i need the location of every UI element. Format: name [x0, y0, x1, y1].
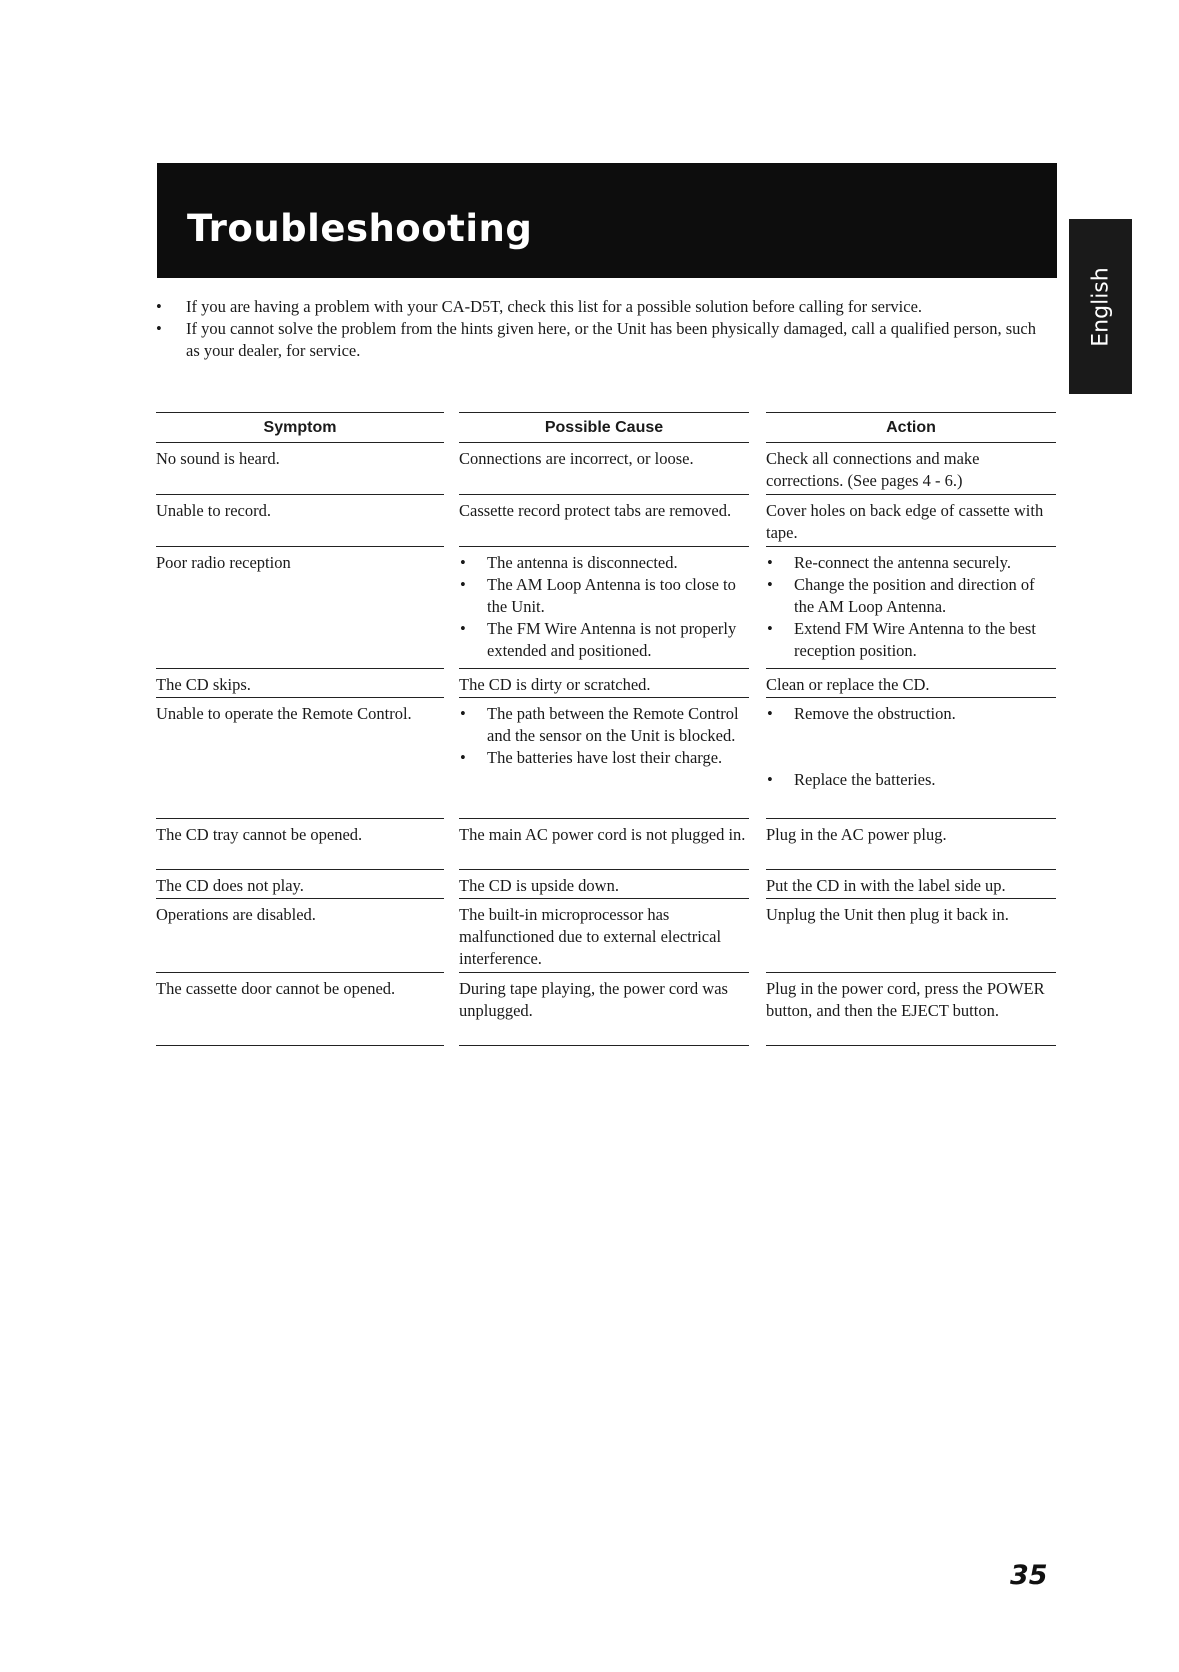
cause-cell: [459, 973, 749, 1046]
cause-cell: [459, 443, 749, 495]
action-cell: [766, 669, 1056, 698]
symptom-text: Unable to operate the Remote Control.: [156, 704, 412, 723]
action-text: Put the CD in with the label side up.: [766, 876, 1006, 895]
action-header: Action: [766, 412, 1056, 443]
action-bullet: • Re-connect the antenna securely.: [766, 552, 1056, 574]
symptom-cell: [156, 547, 444, 669]
cause-cell: [459, 819, 749, 870]
symptom-text: The cassette door cannot be opened.: [156, 979, 396, 998]
cause-text: Cassette record protect tabs are removed.: [459, 501, 732, 520]
action-cell: [766, 870, 1056, 899]
action-cell: [766, 495, 1056, 547]
action-text: Cover holes on back edge of cassette with tape.: [766, 501, 1044, 542]
cause-cell: [459, 495, 749, 547]
symptom-text: The CD tray cannot be opened.: [156, 825, 363, 844]
action-text: Plug in the AC power plug.: [766, 825, 947, 844]
page-title: Troubleshooting: [187, 207, 533, 250]
symptom-cell: [156, 973, 444, 1046]
cause-cell: [459, 899, 749, 973]
cause-text: The CD is upside down.: [459, 876, 619, 895]
symptom-cell: [156, 669, 444, 698]
cause-bullet: • The AM Loop Antenna is too close to the Unit.: [459, 574, 749, 618]
cause-text: The CD is dirty or scratched.: [459, 675, 651, 694]
page-number: 35: [1010, 1560, 1048, 1591]
symptom-text: The CD does not play.: [156, 876, 304, 895]
intro-item: • If you cannot solve the problem from the hints given here, or the Unit has been physically damaged, call a qualified person, such as your dealer, for service.: [156, 318, 1036, 362]
title-banner: [157, 163, 1057, 278]
cause-header: Possible Cause: [459, 412, 749, 443]
action-cell: [766, 899, 1056, 973]
symptom-cell: [156, 495, 444, 547]
symptom-column: [156, 412, 444, 1046]
action-cell: [766, 698, 1056, 819]
symptom-cell: [156, 870, 444, 899]
symptom-text: No sound is heard.: [156, 449, 280, 468]
cause-bullet: • The FM Wire Antenna is not properly extended and positioned.: [459, 618, 749, 662]
symptom-text: Operations are disabled.: [156, 905, 316, 924]
action-cell: [766, 547, 1056, 669]
symptom-cell: [156, 698, 444, 819]
action-column: [766, 412, 1056, 1046]
symptom-cell: [156, 899, 444, 973]
action-bullet: • Remove the obstruction.: [766, 703, 1056, 725]
action-cell: [766, 973, 1056, 1046]
action-text: Check all connections and make corrections. (See pages 4 - 6.): [766, 449, 980, 490]
cause-bullet: • The path between the Remote Control and the sensor on the Unit is blocked.: [459, 703, 749, 747]
cause-text: The main AC power cord is not plugged in.: [459, 825, 746, 844]
symptom-text: The CD skips.: [156, 675, 251, 694]
intro-list: [156, 296, 1036, 362]
symptom-text: Poor radio reception: [156, 553, 291, 572]
action-cell: [766, 819, 1056, 870]
language-tab-label: English: [1088, 266, 1113, 347]
intro-item: • If you are having a problem with your CA-D5T, check this list for a possible solution before calling for service.: [156, 296, 1036, 318]
cause-text: The built-in microprocessor has malfunctioned due to external electrical interference.: [459, 905, 722, 968]
symptom-header: Symptom: [156, 412, 444, 443]
cause-cell: [459, 547, 749, 669]
action-cell: [766, 443, 1056, 495]
language-tab: [1069, 219, 1132, 394]
cause-cell: [459, 870, 749, 899]
cause-cell: [459, 698, 749, 819]
action-text: Unplug the Unit then plug it back in.: [766, 905, 1009, 924]
cause-text: Connections are incorrect, or loose.: [459, 449, 694, 468]
cause-text: During tape playing, the power cord was unplugged.: [459, 979, 728, 1020]
action-bullet: • Change the position and direction of the AM Loop Antenna.: [766, 574, 1056, 618]
cause-column: [459, 412, 749, 1046]
cause-bullet: • The antenna is disconnected.: [459, 552, 749, 574]
action-bullet: • Replace the batteries.: [766, 769, 1056, 791]
symptom-cell: [156, 443, 444, 495]
cause-bullet: • The batteries have lost their charge.: [459, 747, 749, 769]
action-bullet: • Extend FM Wire Antenna to the best reception position.: [766, 618, 1056, 662]
cause-cell: [459, 669, 749, 698]
action-text: Clean or replace the CD.: [766, 675, 930, 694]
symptom-cell: [156, 819, 444, 870]
action-text: Plug in the power cord, press the POWER button, and then the EJECT button.: [766, 979, 1045, 1020]
symptom-text: Unable to record.: [156, 501, 271, 520]
